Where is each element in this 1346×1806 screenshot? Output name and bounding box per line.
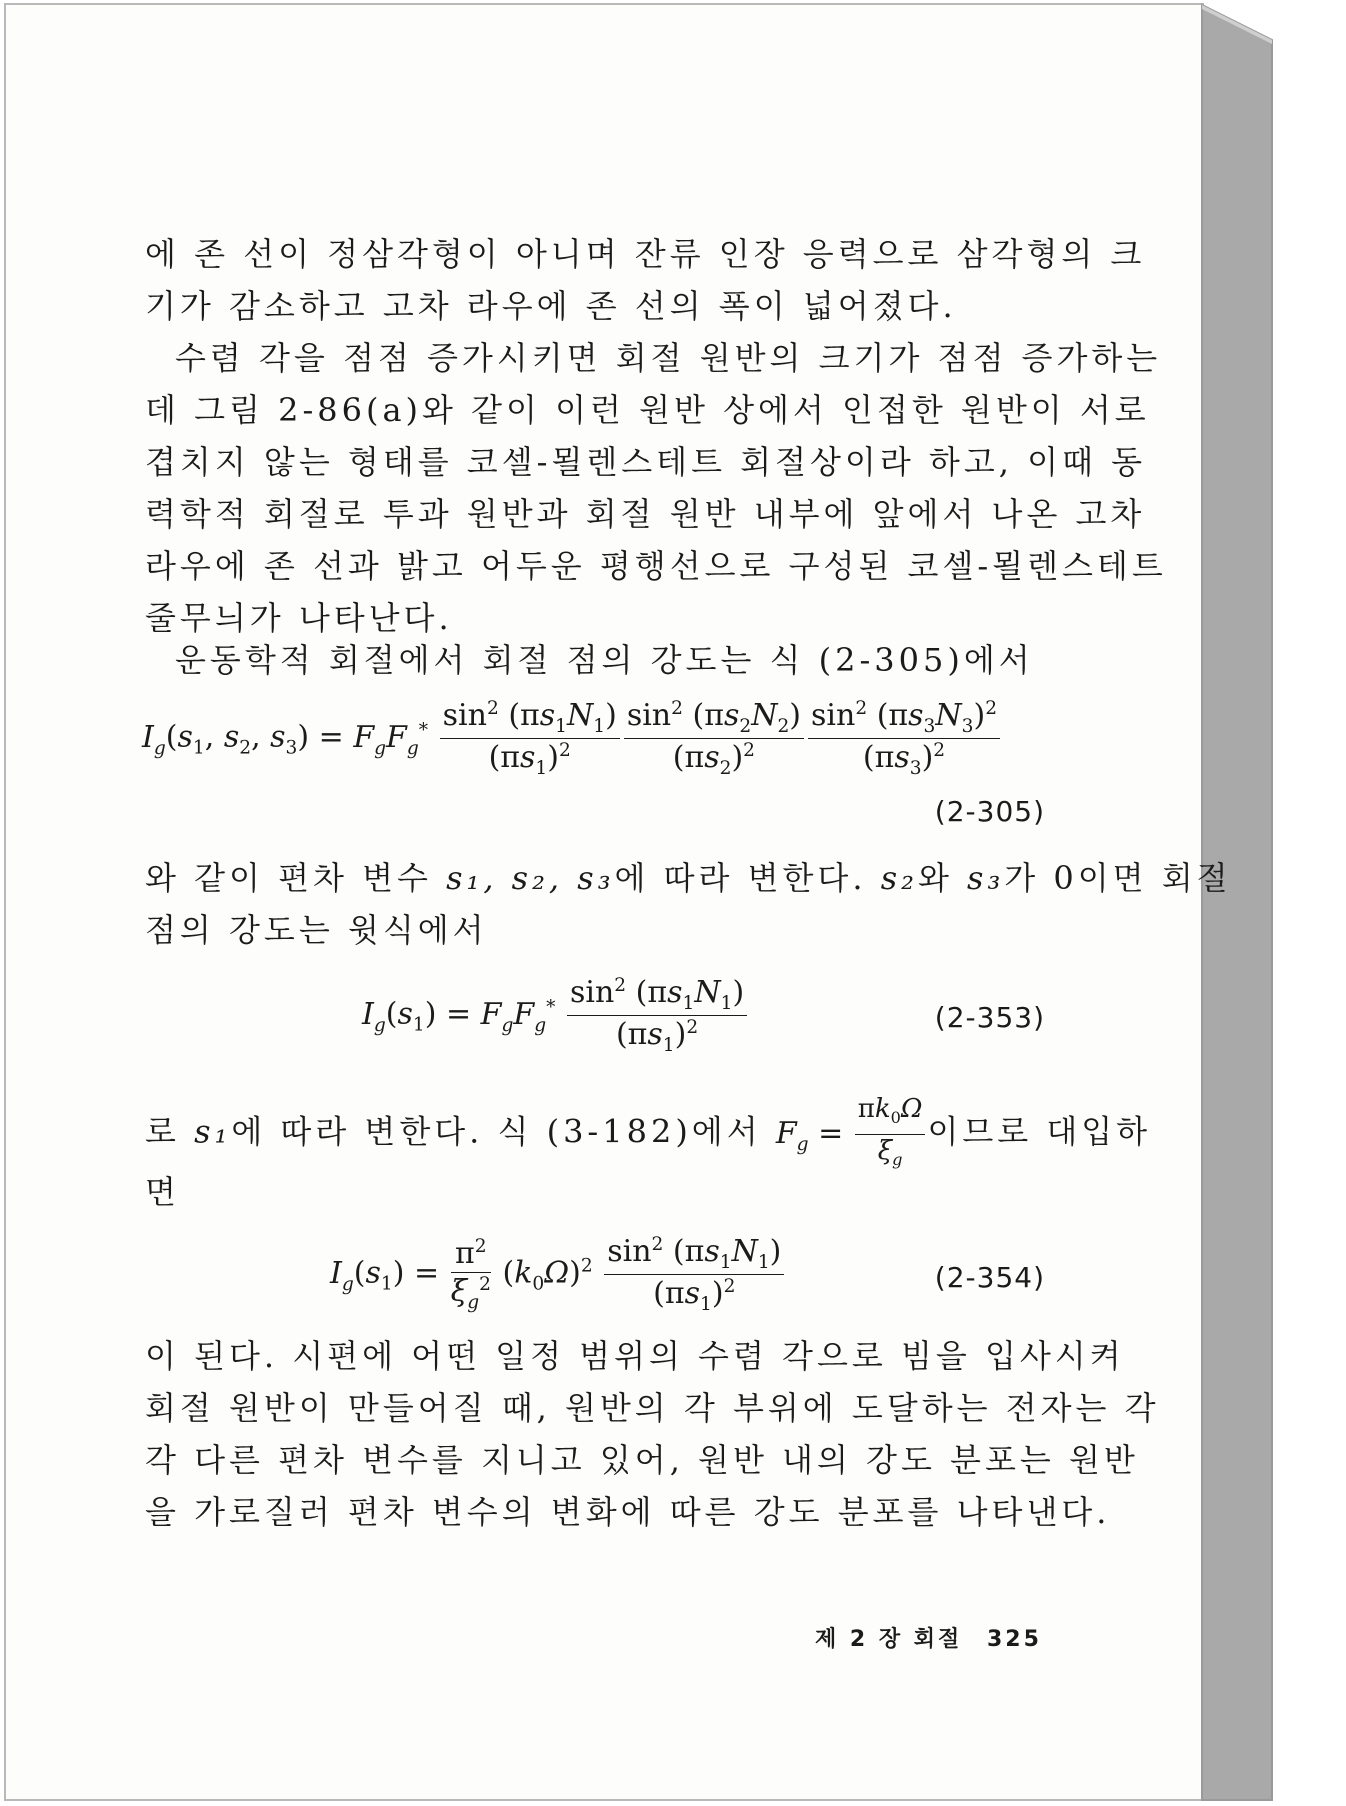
text-line: 에 존 선이 정삼각형이 아니며 잔류 인장 응력으로 삼각형의 크 bbox=[145, 235, 1146, 273]
text-segment: 로 bbox=[145, 1112, 195, 1151]
page-number: 325 bbox=[986, 1627, 1042, 1652]
chapter-title: 제 2 장 회절 bbox=[815, 1627, 963, 1652]
variable-text: s₁, s₂, s₃ bbox=[446, 859, 615, 897]
page-footer bbox=[815, 1622, 1042, 1653]
text-line: 운동학적 회절에서 회절 점의 강도는 식 (2-305)에서 bbox=[175, 641, 1034, 679]
equation-number-row bbox=[145, 782, 1045, 828]
text-line: 겹치지 않는 형태를 코셀-묄렌스테트 회절상이라 하고, 이때 동 bbox=[145, 443, 1146, 481]
equation-number: (2-353) bbox=[934, 1001, 1045, 1034]
variable-text: s₂ bbox=[880, 859, 918, 897]
text-line: 수렴 각을 점점 증가시키면 회절 원반의 크기가 점점 증가하는 bbox=[175, 339, 1162, 377]
text-line: 라우에 존 선과 밝고 어두운 평행선으로 구성된 코셀-묄렌스테트 bbox=[145, 547, 1167, 585]
text-line: 면 bbox=[145, 1173, 180, 1211]
text-segment: 가 0이면 회절 bbox=[1004, 859, 1232, 897]
equation-2-305: $I_g(s_1$, $s_2$, $s_3) = F_gF_g^*$ $\frac{\sin^2 (\pi s_1N_1)}{(\pi s_1)^2}$ $\frac{\sin^2 (\pi s_2N_2)}{(\pi s_2)^2}$ $\frac{\sin^2 (\pi s_3N_3)^2}{(\pi s_3)^2}$ bbox=[142, 698, 1002, 779]
equation-number: (2-354) bbox=[934, 1261, 1045, 1294]
text-line: 점의 강도는 윗식에서 bbox=[145, 911, 488, 949]
equation-number: (2-305) bbox=[934, 795, 1045, 828]
text-line bbox=[145, 852, 1232, 904]
text-line: 데 그림 2-86(a)와 같이 이런 원반 상에서 인접한 원반이 서로 bbox=[145, 391, 1150, 429]
text-segment: 에 따라 변한다. bbox=[614, 859, 881, 897]
inline-formula-fg: $F_g$ = $\frac{\pi k_0\Omega}{\xi_g}$ bbox=[776, 1116, 928, 1151]
text-line: 을 가로질러 편차 변수의 변화에 따른 강도 분포를 나타낸다. bbox=[145, 1493, 1111, 1531]
text-segment: 와 같이 편차 변수 bbox=[145, 859, 447, 897]
text-line bbox=[145, 1094, 1151, 1175]
variable-text: s₁ bbox=[194, 1112, 232, 1151]
equation-number-row bbox=[145, 1252, 1045, 1292]
text-line: 이 된다. 시편에 어떤 일정 범위의 수렴 각으로 빔을 입사시켜 bbox=[145, 1337, 1125, 1375]
variable-text: s₃ bbox=[967, 859, 1005, 897]
text-segment: 이므로 대입하 bbox=[927, 1112, 1152, 1151]
text-segment: 에 따라 변한다. 식 (3-182)에서 bbox=[231, 1112, 776, 1151]
text-line: 력학적 회절로 투과 원반과 회절 원반 내부에 앞에서 나온 고차 bbox=[145, 495, 1146, 533]
text-segment: 와 bbox=[917, 859, 968, 897]
equation-2-354: $I_g(s_1)$ = $\frac{\pi^2}{\xi_g^2}$ $(k_0\Omega)^2$ $\frac{\sin^2 (\pi s_1N_1)}{(\pi s_1)^2}$ bbox=[330, 1234, 786, 1315]
equation-2-353: $I_g(s_1) = F_gF_g^*$ $\frac{\sin^2 (\pi s_1N_1)}{(\pi s_1)^2}$ bbox=[362, 975, 749, 1056]
equation-number-row bbox=[145, 992, 1045, 1032]
text-line: 회절 원반이 만들어질 때, 원반의 각 부위에 도달하는 전자는 각 bbox=[145, 1389, 1160, 1427]
text-line: 각 다른 편차 변수를 지니고 있어, 원반 내의 강도 분포는 원반 bbox=[145, 1441, 1139, 1479]
text-line: 기가 감소하고 고차 라우에 존 선의 폭이 넓어졌다. bbox=[145, 287, 957, 325]
text-line: 줄무늬가 나타난다. bbox=[145, 599, 453, 637]
